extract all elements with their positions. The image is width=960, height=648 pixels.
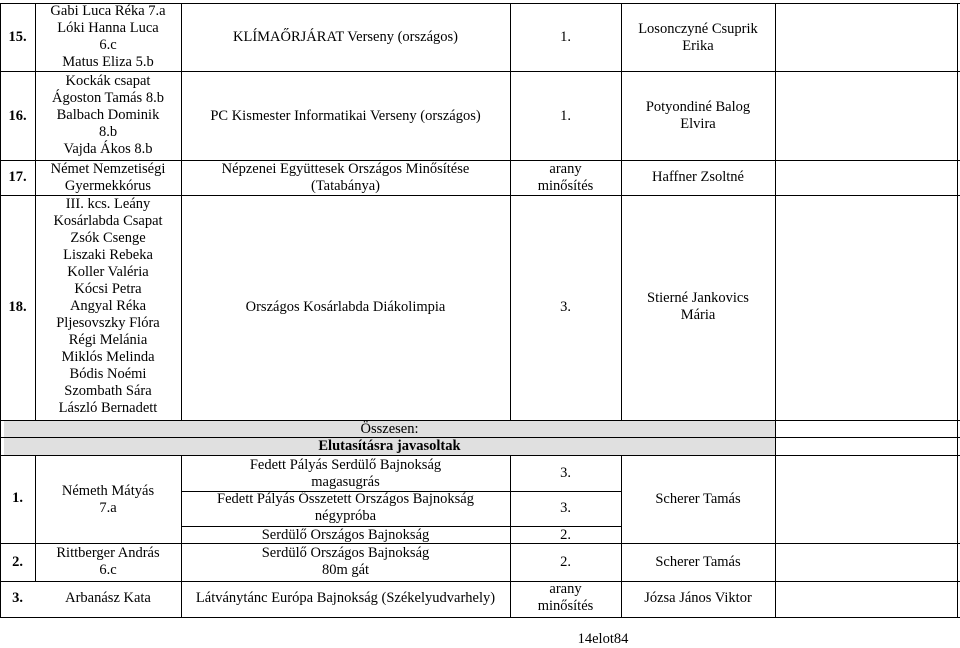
participant-line: Kosárlabda Csapat [53,213,163,229]
competition: Serdülő Országos Bajnokság [261,527,430,543]
competition: Országos Kosárlabda Diákolimpia [245,299,446,315]
row-number: 1. [12,490,23,506]
result: 3. [560,500,571,516]
competition-line: Fedett Pályás Összetett Országos Bajnokság [217,491,474,507]
competition-line: magasugrás [311,474,380,490]
participant-line: Bódis Noémi [69,366,147,382]
result: 2. [560,527,571,543]
participant-line: 6.c [99,37,117,53]
result-line: minősítés [537,178,594,194]
participant-line: Vajda Ákos 8.b [63,141,153,157]
result: 3. [560,299,571,315]
participant-line: Pljesovszky Flóra [56,315,160,331]
participant-line: Lóki Hanna Luca [57,20,159,36]
teacher-line: Elvira [680,116,716,132]
participant-line: Német Nemzetiségi [50,161,166,177]
competition: PC Kismester Informatikai Verseny (országos) [210,108,481,124]
result: 2. [560,554,571,570]
section-title: Elutasításra javasoltak [318,438,461,454]
participant-line: Németh Mátyás [61,483,155,499]
participant-line: Ágoston Tamás 8.b [52,90,164,106]
participant-line: Gyermekkórus [64,178,152,194]
page-footer: 14elot84 [577,631,629,647]
competition: Látványtánc Európa Bajnokság (Székelyudvarhely) [195,590,496,606]
row-number: 16. [8,108,27,124]
participant-line: Miklós Melinda [61,349,155,365]
participant-line: Balbach Dominik [56,107,160,123]
participant-line: Régi Melánia [68,332,148,348]
result: 1. [560,29,571,45]
teacher: Scherer Tamás [655,554,741,570]
participant-line: III. kcs. Leány [65,196,151,212]
competition-line: Serdülő Országos Bajnokság [261,545,430,561]
participant-line: Zsók Csenge [70,230,146,246]
participant-line: Szombath Sára [64,383,152,399]
participant-line: Koller Valéria [67,264,149,280]
participant-line: Matus Eliza 5.b [62,54,154,70]
result: 3. [560,465,571,481]
participant-line: Liszaki Rebeka [63,247,153,263]
participant-line: 8.b [98,124,118,140]
participant-line: Angyal Réka [69,298,147,314]
participant-line: 7.a [99,500,117,516]
result-line: minősítés [537,598,594,614]
row-number: 17. [8,169,27,185]
competition: KLÍMAŐRJÁRAT Verseny (országos) [233,29,458,45]
participant-line: Gabi Luca Réka 7.a [50,3,166,19]
row-number: 18. [8,299,27,315]
row-number: 15. [8,29,27,45]
teacher-line: Stierné Jankovics [647,290,749,306]
participant-line: Kócsi Petra [74,281,142,297]
participant-line: László Bernadett [58,400,158,416]
participant-name: Arbanász Kata [65,590,151,606]
participant-line: Rittberger András [56,545,160,561]
teacher-line: Potyondiné Balog [645,99,751,115]
result-line: arany [549,581,582,597]
teacher-line: Losonczyné Csuprik [638,21,758,37]
competition-line: Fedett Pályás Serdülő Bajnokság [249,457,442,473]
competition-line: (Tatabánya) [310,178,381,194]
competition-line: négypróba [314,508,377,524]
teacher: Scherer Tamás [655,491,741,507]
result-line: arany [549,161,582,177]
teacher-line: Erika [682,38,714,54]
teacher-line: Mária [680,307,716,323]
competition-line: 80m gát [321,562,370,578]
teacher: Haffner Zsoltné [652,169,744,185]
competition-line: Népzenei Együttesek Országos Minősítése [221,161,470,177]
row-number: 3. [12,590,23,606]
result: 1. [560,108,571,124]
total-label: Összesen: [360,421,419,437]
participant-line: 6.c [99,562,117,578]
teacher: Józsa János Viktor [644,590,752,606]
participant-line: Kockák csapat [65,73,151,89]
row-number: 2. [12,554,23,570]
